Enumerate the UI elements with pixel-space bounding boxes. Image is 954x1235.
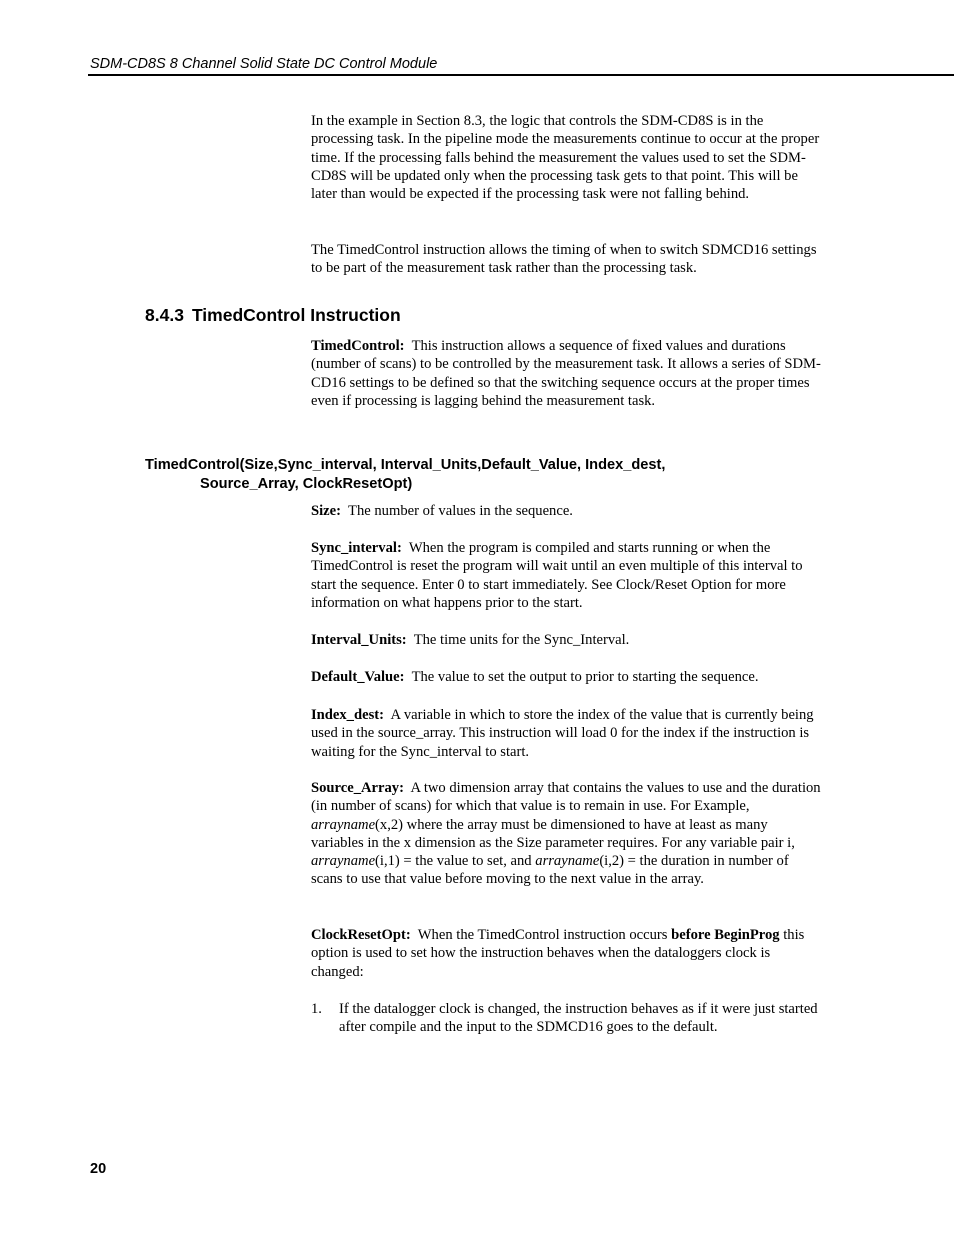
param-index-dest xyxy=(311,706,821,761)
param-size-text: The number of values in the sequence. xyxy=(348,503,573,519)
param-default-value-text: The value to set the output to prior to starting the sequence. xyxy=(411,669,759,685)
intro-paragraph-1: In the example in Section 8.3, the logic that controls the SDM-CD8S is in the processing task. In the pipeline mode the measurements continue to occur at the proper time. If the processing falls behind the measurement the values used to set the SDM-CD8S will be updated only when the processing task gets to that point. This will be later than would be expected if the processing task were not falling behind. xyxy=(311,113,820,203)
description-text: This instruction allows a sequence of fixed values and durations (number of scans) to be controlled by the measurement task. It allows a series of SDM-CD16 settings to be defined so that the switching sequence occurs at the proper times even if processing is lagging behind the measurement task. xyxy=(311,338,821,409)
syntax-line-2: Source_Array, ClockResetOpt) xyxy=(200,475,413,492)
section-heading xyxy=(145,305,401,326)
running-header-title: SDM-CD8S 8 Channel Solid State DC Control Module xyxy=(90,56,438,72)
param-source-array-text-4: (i,2) = the duration in number of scans to use that value before moving to the next value in the array. xyxy=(311,853,789,888)
param-index-dest-text: A variable in which to store the index of the value that is currently being used in the source_array. This instruction will load 0 for the index if the instruction is waiting for the Sync_interval to start. xyxy=(311,707,814,760)
syntax-line-1: TimedControl(Size,Sync_interval, Interval_Units,Default_Value, Index_dest, xyxy=(145,457,666,473)
list-item xyxy=(311,1000,821,1037)
param-clock-reset-opt-text-1: When the TimedControl instruction occurs xyxy=(417,927,672,943)
begin-prog-emphasis: before BeginProg xyxy=(671,927,780,943)
timedcontrol-description xyxy=(311,337,821,410)
param-size-term: Size: xyxy=(311,503,341,519)
section-title: TimedControl Instruction xyxy=(191,305,401,325)
param-interval-units xyxy=(311,631,821,649)
param-clock-reset-opt xyxy=(311,926,821,981)
param-clock-reset-opt-text-2: this option is used to set how the instruction behaves when the dataloggers clock is changed: xyxy=(311,927,805,980)
param-interval-units-text: The time units for the Sync_Interval. xyxy=(413,632,630,648)
arrayname-ref-2: arrayname xyxy=(311,853,376,870)
list-marker: 1. xyxy=(311,1001,322,1017)
param-source-array-text-3: (i,1) = the value to set, and xyxy=(375,853,536,870)
intro-paragraph-2: The TimedControl instruction allows the timing of when to switch SDMCD16 settings to be part of the measurement task rather than the processing task. xyxy=(311,242,817,277)
param-sync-interval xyxy=(311,539,821,612)
param-source-array-term: Source_Array: xyxy=(311,780,404,796)
param-source-array xyxy=(311,779,821,889)
param-default-value-term: Default_Value: xyxy=(311,669,405,685)
page-number: 20 xyxy=(90,1161,107,1177)
list-item-text: If the datalogger clock is changed, the instruction behaves as if it were just started after compile and the input to the SDMCD16 goes to the default. xyxy=(339,1001,818,1036)
param-interval-units-term: Interval_Units: xyxy=(311,632,407,648)
param-size xyxy=(311,502,821,520)
arrayname-ref-3: arrayname xyxy=(535,853,600,870)
param-default-value xyxy=(311,668,821,686)
description-term: TimedControl: xyxy=(311,338,405,354)
param-sync-interval-text: When the program is compiled and starts running or when the TimedControl is reset the program will wait until an even multiple of this interval to start the sequence. Enter 0 to start immediately. See Clock/Reset Option for more information on what happens prior to the start. xyxy=(311,540,803,611)
arrayname-ref-1: arrayname xyxy=(311,816,376,833)
param-clock-reset-opt-term: ClockResetOpt: xyxy=(311,927,411,943)
param-index-dest-term: Index_dest: xyxy=(311,707,384,723)
param-sync-interval-term: Sync_interval: xyxy=(311,540,402,556)
section-number: 8.4.3 xyxy=(145,305,184,325)
param-source-array-text-1: A two dimension array that contains the values to use and the duration (in number of scans) for which that value is to remain in use. For Example, xyxy=(311,780,821,815)
header-rule xyxy=(88,74,954,76)
param-source-array-text-2: (x,2) where the array must be dimensioned to have at least as many variables in the x dimension as the Size parameter requires. For any variable pair i, xyxy=(311,816,795,851)
instruction-syntax xyxy=(145,456,845,493)
